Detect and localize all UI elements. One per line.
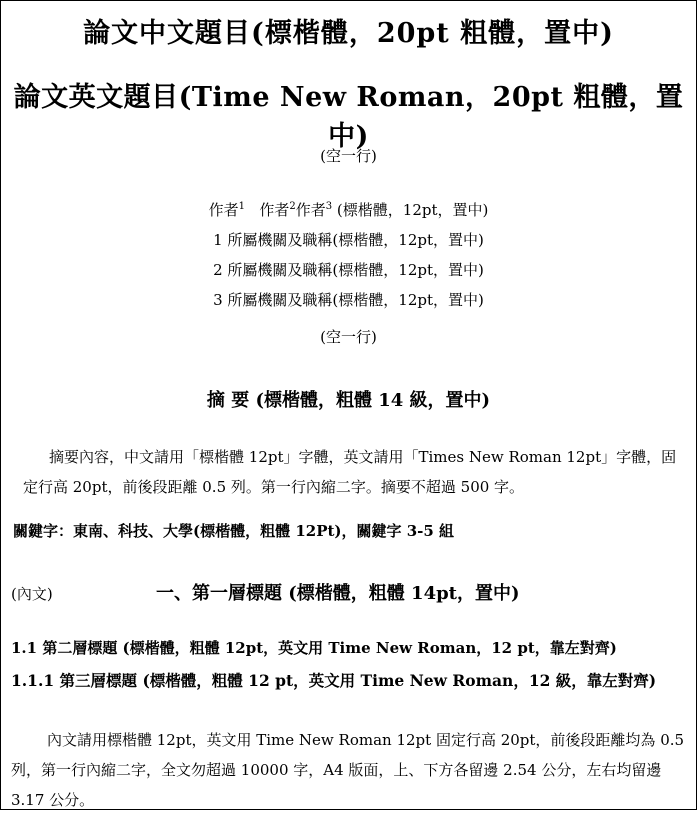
author-superscript: 3 [325,201,333,212]
affiliation-line: 2 所屬機關及職稱(標楷體，12pt，置中) [213,261,484,279]
affiliation-line: 3 所屬機關及職稱(標楷體，12pt，置中) [213,291,484,309]
abstract-body: 摘要內容，中文請用「標楷體 12pt」字體，英文請用「Times New Roman 12pt」字體，固定行高 20pt，前後段距離 0.5 列。第一行內縮二字。摘要不超過 500 字。 [23,448,677,496]
heading-level-3: 1.1.1 第三層標題 (標楷體，粗體 12 pt，英文用 Time New Roman，12 級，靠左對齊) [11,671,657,690]
heading-level-2: 1.1 第二層標題 (標楷體，粗體 12pt，英文用 Time New Roman，12 pt，靠左對齊) [11,639,617,657]
body-label: (內文) [11,585,53,603]
author-name: 作者 [259,201,290,219]
body-paragraph: 內文請用標楷體 12pt，英文用 Time New Roman 12pt 固定行高 20pt，前後段距離均為 0.5 列，第一行內縮二字，全文勿超過 10000 字，A4 版面，上、下方各留邊 2.54 公分，左右均留邊 3.17 公分。 [11,731,685,809]
author-name: 作者 [295,201,326,219]
blank-line-note: (空一行) [320,147,377,165]
english-title: 論文英文題目(Time New Roman，20pt 粗體，置中) [13,82,684,152]
keywords-line: 關鍵字：東南、科技、大學(標楷體，粗體 12Pt)，關鍵字 3-5 組 [13,522,455,540]
author-superscript: 1 [238,201,246,212]
author-name: 作者 [208,201,239,219]
author-line [1,199,696,220]
author-format-note: (標楷體，12pt，置中) [336,201,489,219]
abstract-heading: 摘 要 (標楷體，粗體 14 級，置中) [206,390,491,411]
blank-line-note: (空一行) [320,328,377,346]
author-superscript: 2 [289,201,296,212]
chinese-title: 論文中文題目(標楷體，20pt 粗體，置中) [83,18,614,49]
affiliation-line: 1 所屬機關及職稱(標楷體，12pt，置中) [213,231,484,249]
heading-level-1: 一、第一層標題 (標楷體，粗體 14pt，置中) [156,583,520,604]
